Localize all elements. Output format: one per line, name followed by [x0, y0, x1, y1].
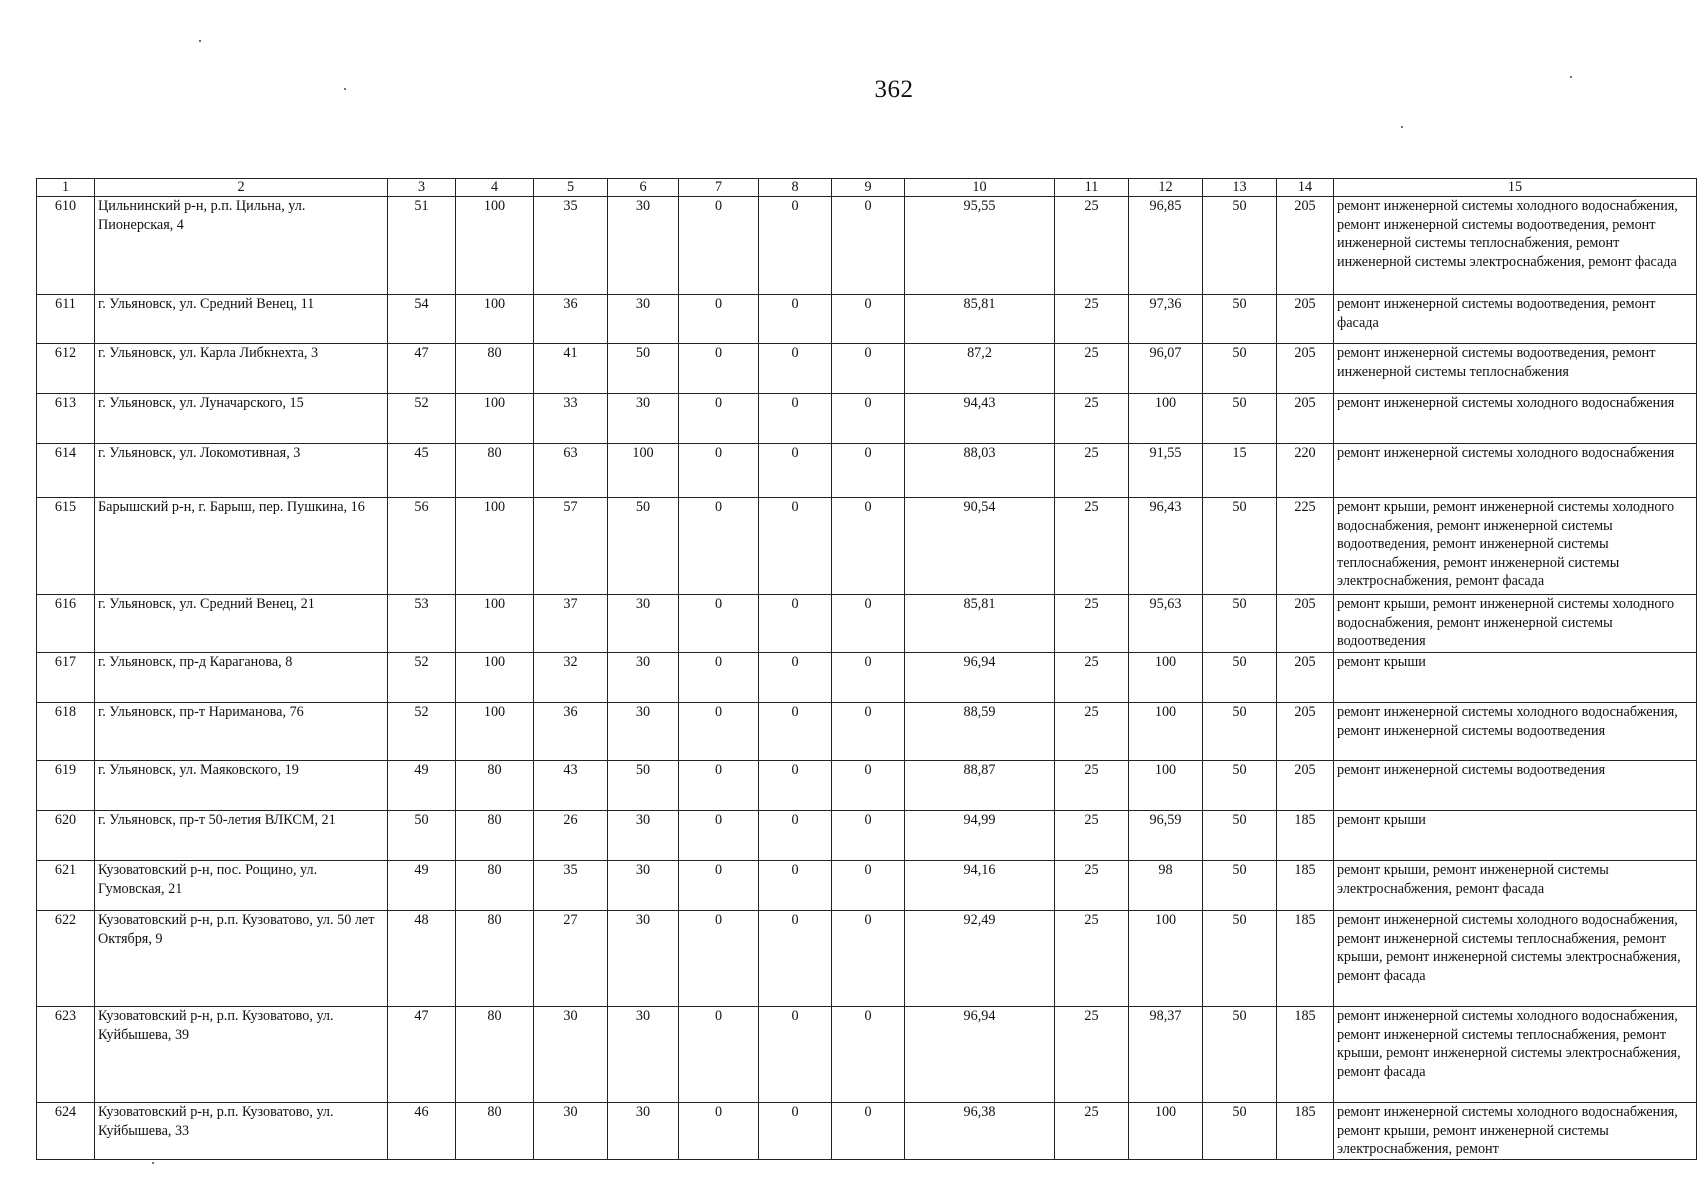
value-cell: 0	[759, 498, 832, 595]
column-header: 15	[1334, 179, 1697, 197]
value-cell: 0	[759, 197, 832, 295]
value-cell: 25	[1055, 911, 1129, 1007]
row-number-cell: 612	[37, 344, 95, 394]
table-row	[37, 498, 1697, 595]
row-number-cell: 616	[37, 595, 95, 653]
value-cell: 90,54	[905, 498, 1055, 595]
value-cell: 30	[608, 1103, 679, 1160]
value-cell: 25	[1055, 761, 1129, 811]
value-cell: 0	[679, 911, 759, 1007]
value-cell: 56	[388, 498, 456, 595]
table-row	[37, 703, 1697, 761]
value-cell: 0	[832, 811, 905, 861]
scan-speck	[344, 88, 346, 90]
value-cell: 52	[388, 394, 456, 444]
value-cell: 100	[1129, 1103, 1203, 1160]
column-header: 5	[534, 179, 608, 197]
value-cell: 0	[759, 861, 832, 911]
table-row	[37, 344, 1697, 394]
works-description-cell: ремонт инженерной системы водоотведения, ремонт инженерной системы теплоснабжения	[1334, 344, 1697, 394]
column-header: 9	[832, 179, 905, 197]
column-header: 8	[759, 179, 832, 197]
value-cell: 100	[1129, 911, 1203, 1007]
value-cell: 100	[1129, 394, 1203, 444]
value-cell: 100	[456, 595, 534, 653]
table-row	[37, 595, 1697, 653]
row-number-cell: 624	[37, 1103, 95, 1160]
value-cell: 88,87	[905, 761, 1055, 811]
value-cell: 185	[1277, 1103, 1334, 1160]
row-number-cell: 615	[37, 498, 95, 595]
value-cell: 25	[1055, 1103, 1129, 1160]
value-cell: 50	[1203, 861, 1277, 911]
value-cell: 25	[1055, 595, 1129, 653]
value-cell: 50	[608, 498, 679, 595]
value-cell: 88,59	[905, 703, 1055, 761]
value-cell: 35	[534, 197, 608, 295]
value-cell: 0	[832, 1103, 905, 1160]
scan-speck	[1570, 76, 1572, 78]
value-cell: 50	[1203, 703, 1277, 761]
value-cell: 205	[1277, 394, 1334, 444]
value-cell: 0	[679, 1007, 759, 1103]
row-number-cell: 611	[37, 295, 95, 344]
address-cell: г. Ульяновск, пр-д Караганова, 8	[95, 653, 388, 703]
value-cell: 25	[1055, 703, 1129, 761]
table-row	[37, 295, 1697, 344]
value-cell: 205	[1277, 344, 1334, 394]
value-cell: 94,43	[905, 394, 1055, 444]
value-cell: 30	[608, 197, 679, 295]
value-cell: 57	[534, 498, 608, 595]
value-cell: 100	[456, 653, 534, 703]
value-cell: 33	[534, 394, 608, 444]
works-description-cell: ремонт инженерной системы холодного водоснабжения, ремонт инженерной системы водоотведения, ремонт инженерной системы теплоснабжения, ремонт инженерной системы электроснабжения, ремонт фасада	[1334, 197, 1697, 295]
row-number-cell: 610	[37, 197, 95, 295]
value-cell: 185	[1277, 911, 1334, 1007]
value-cell: 32	[534, 653, 608, 703]
works-description-cell: ремонт крыши, ремонт инженерной системы электроснабжения, ремонт фасада	[1334, 861, 1697, 911]
works-description-cell: ремонт инженерной системы холодного водоснабжения	[1334, 444, 1697, 498]
value-cell: 0	[832, 911, 905, 1007]
value-cell: 0	[679, 197, 759, 295]
column-header: 14	[1277, 179, 1334, 197]
value-cell: 15	[1203, 444, 1277, 498]
column-header: 10	[905, 179, 1055, 197]
value-cell: 0	[759, 1103, 832, 1160]
value-cell: 0	[832, 498, 905, 595]
value-cell: 100	[456, 498, 534, 595]
value-cell: 0	[832, 703, 905, 761]
address-cell: Цильнинский р-н, р.п. Цильна, ул. Пионерская, 4	[95, 197, 388, 295]
value-cell: 50	[1203, 295, 1277, 344]
address-cell: г. Ульяновск, ул. Локомотивная, 3	[95, 444, 388, 498]
value-cell: 30	[608, 811, 679, 861]
row-number-cell: 618	[37, 703, 95, 761]
value-cell: 36	[534, 295, 608, 344]
value-cell: 185	[1277, 811, 1334, 861]
value-cell: 0	[679, 1103, 759, 1160]
works-description-cell: ремонт инженерной системы холодного водоснабжения	[1334, 394, 1697, 444]
row-number-cell: 621	[37, 861, 95, 911]
column-header-row	[37, 179, 1697, 197]
table-row	[37, 1007, 1697, 1103]
works-description-cell: ремонт инженерной системы водоотведения, ремонт фасада	[1334, 295, 1697, 344]
value-cell: 53	[388, 595, 456, 653]
value-cell: 0	[679, 498, 759, 595]
value-cell: 25	[1055, 444, 1129, 498]
value-cell: 92,49	[905, 911, 1055, 1007]
value-cell: 96,85	[1129, 197, 1203, 295]
works-description-cell: ремонт инженерной системы холодного водоснабжения, ремонт инженерной системы теплоснабжения, ремонт крыши, ремонт инженерной системы электроснабжения, ремонт фасада	[1334, 1007, 1697, 1103]
value-cell: 0	[679, 595, 759, 653]
value-cell: 80	[456, 444, 534, 498]
value-cell: 0	[759, 344, 832, 394]
value-cell: 30	[608, 295, 679, 344]
value-cell: 94,99	[905, 811, 1055, 861]
value-cell: 50	[608, 344, 679, 394]
value-cell: 50	[1203, 498, 1277, 595]
row-number-cell: 622	[37, 911, 95, 1007]
address-cell: г. Ульяновск, ул. Карла Либкнехта, 3	[95, 344, 388, 394]
value-cell: 98,37	[1129, 1007, 1203, 1103]
works-description-cell: ремонт крыши, ремонт инженерной системы холодного водоснабжения, ремонт инженерной системы водоотведения, ремонт инженерной системы теплоснабжения, ремонт инженерной системы электроснабжения, ремонт фасада	[1334, 498, 1697, 595]
value-cell: 95,55	[905, 197, 1055, 295]
value-cell: 205	[1277, 197, 1334, 295]
value-cell: 41	[534, 344, 608, 394]
value-cell: 96,07	[1129, 344, 1203, 394]
value-cell: 49	[388, 861, 456, 911]
value-cell: 0	[679, 344, 759, 394]
value-cell: 30	[608, 911, 679, 1007]
value-cell: 30	[608, 1007, 679, 1103]
value-cell: 205	[1277, 703, 1334, 761]
value-cell: 96,43	[1129, 498, 1203, 595]
value-cell: 48	[388, 911, 456, 1007]
value-cell: 47	[388, 1007, 456, 1103]
value-cell: 63	[534, 444, 608, 498]
value-cell: 100	[608, 444, 679, 498]
value-cell: 80	[456, 911, 534, 1007]
value-cell: 85,81	[905, 595, 1055, 653]
value-cell: 52	[388, 653, 456, 703]
value-cell: 0	[759, 911, 832, 1007]
address-cell: г. Ульяновск, пр-т Нариманова, 76	[95, 703, 388, 761]
row-number-cell: 620	[37, 811, 95, 861]
value-cell: 225	[1277, 498, 1334, 595]
value-cell: 0	[679, 444, 759, 498]
value-cell: 50	[1203, 197, 1277, 295]
value-cell: 30	[534, 1007, 608, 1103]
value-cell: 30	[534, 1103, 608, 1160]
value-cell: 0	[759, 703, 832, 761]
value-cell: 0	[832, 295, 905, 344]
value-cell: 50	[608, 761, 679, 811]
column-header: 11	[1055, 179, 1129, 197]
value-cell: 85,81	[905, 295, 1055, 344]
row-number-cell: 619	[37, 761, 95, 811]
value-cell: 25	[1055, 498, 1129, 595]
address-cell: г. Ульяновск, ул. Средний Венец, 21	[95, 595, 388, 653]
value-cell: 50	[1203, 911, 1277, 1007]
value-cell: 100	[1129, 761, 1203, 811]
value-cell: 45	[388, 444, 456, 498]
value-cell: 50	[1203, 595, 1277, 653]
value-cell: 54	[388, 295, 456, 344]
value-cell: 50	[1203, 344, 1277, 394]
value-cell: 50	[1203, 761, 1277, 811]
table-row	[37, 653, 1697, 703]
address-cell: Кузоватовский р-н, р.п. Кузоватово, ул. 50 лет Октября, 9	[95, 911, 388, 1007]
works-description-cell: ремонт инженерной системы холодного водоснабжения, ремонт инженерной системы теплоснабжения, ремонт крыши, ремонт инженерной системы электроснабжения, ремонт фасада	[1334, 911, 1697, 1007]
value-cell: 25	[1055, 1007, 1129, 1103]
registry-table	[36, 178, 1697, 1160]
value-cell: 27	[534, 911, 608, 1007]
value-cell: 185	[1277, 1007, 1334, 1103]
value-cell: 96,38	[905, 1103, 1055, 1160]
row-number-cell: 623	[37, 1007, 95, 1103]
address-cell: Барышский р-н, г. Барыш, пер. Пушкина, 16	[95, 498, 388, 595]
value-cell: 80	[456, 1007, 534, 1103]
value-cell: 25	[1055, 197, 1129, 295]
value-cell: 30	[608, 653, 679, 703]
address-cell: Кузоватовский р-н, р.п. Кузоватово, ул. Куйбышева, 39	[95, 1007, 388, 1103]
scan-speck	[1401, 126, 1403, 128]
value-cell: 100	[456, 295, 534, 344]
value-cell: 205	[1277, 653, 1334, 703]
value-cell: 30	[608, 595, 679, 653]
value-cell: 0	[759, 761, 832, 811]
works-description-cell: ремонт крыши	[1334, 653, 1697, 703]
value-cell: 26	[534, 811, 608, 861]
address-cell: г. Ульяновск, ул. Средний Венец, 11	[95, 295, 388, 344]
works-description-cell: ремонт крыши, ремонт инженерной системы холодного водоснабжения, ремонт инженерной системы водоотведения	[1334, 595, 1697, 653]
value-cell: 25	[1055, 394, 1129, 444]
value-cell: 51	[388, 197, 456, 295]
value-cell: 80	[456, 811, 534, 861]
value-cell: 30	[608, 861, 679, 911]
value-cell: 0	[832, 394, 905, 444]
value-cell: 0	[832, 444, 905, 498]
value-cell: 94,16	[905, 861, 1055, 911]
row-number-cell: 617	[37, 653, 95, 703]
value-cell: 25	[1055, 344, 1129, 394]
column-header: 7	[679, 179, 759, 197]
column-header: 13	[1203, 179, 1277, 197]
value-cell: 50	[388, 811, 456, 861]
value-cell: 80	[456, 861, 534, 911]
value-cell: 50	[1203, 1007, 1277, 1103]
value-cell: 185	[1277, 861, 1334, 911]
value-cell: 0	[679, 295, 759, 344]
value-cell: 0	[679, 703, 759, 761]
value-cell: 0	[679, 861, 759, 911]
value-cell: 96,94	[905, 653, 1055, 703]
value-cell: 0	[759, 595, 832, 653]
works-description-cell: ремонт инженерной системы холодного водоснабжения, ремонт инженерной системы водоотведения	[1334, 703, 1697, 761]
address-cell: г. Ульяновск, пр-т 50-летия ВЛКСМ, 21	[95, 811, 388, 861]
value-cell: 100	[456, 703, 534, 761]
works-description-cell: ремонт инженерной системы холодного водоснабжения, ремонт крыши, ремонт инженерной системы электроснабжения, ремонт	[1334, 1103, 1697, 1160]
value-cell: 100	[1129, 703, 1203, 761]
column-header: 1	[37, 179, 95, 197]
value-cell: 80	[456, 344, 534, 394]
table-row	[37, 444, 1697, 498]
value-cell: 220	[1277, 444, 1334, 498]
value-cell: 100	[456, 197, 534, 295]
table-body	[37, 197, 1697, 1160]
value-cell: 80	[456, 1103, 534, 1160]
value-cell: 87,2	[905, 344, 1055, 394]
table-row	[37, 911, 1697, 1007]
table-row	[37, 861, 1697, 911]
column-header: 4	[456, 179, 534, 197]
column-header: 6	[608, 179, 679, 197]
value-cell: 91,55	[1129, 444, 1203, 498]
value-cell: 97,36	[1129, 295, 1203, 344]
value-cell: 36	[534, 703, 608, 761]
value-cell: 25	[1055, 861, 1129, 911]
value-cell: 0	[759, 295, 832, 344]
value-cell: 205	[1277, 761, 1334, 811]
value-cell: 88,03	[905, 444, 1055, 498]
row-number-cell: 614	[37, 444, 95, 498]
value-cell: 47	[388, 344, 456, 394]
value-cell: 0	[832, 653, 905, 703]
address-cell: г. Ульяновск, ул. Маяковского, 19	[95, 761, 388, 811]
value-cell: 0	[759, 811, 832, 861]
address-cell: г. Ульяновск, ул. Луначарского, 15	[95, 394, 388, 444]
works-description-cell: ремонт инженерной системы водоотведения	[1334, 761, 1697, 811]
value-cell: 25	[1055, 653, 1129, 703]
value-cell: 100	[456, 394, 534, 444]
value-cell: 50	[1203, 653, 1277, 703]
value-cell: 95,63	[1129, 595, 1203, 653]
value-cell: 205	[1277, 595, 1334, 653]
value-cell: 50	[1203, 394, 1277, 444]
address-cell: Кузоватовский р-н, р.п. Кузоватово, ул. Куйбышева, 33	[95, 1103, 388, 1160]
table-row	[37, 761, 1697, 811]
column-header: 3	[388, 179, 456, 197]
value-cell: 0	[759, 444, 832, 498]
value-cell: 80	[456, 761, 534, 811]
value-cell: 0	[832, 595, 905, 653]
value-cell: 205	[1277, 295, 1334, 344]
value-cell: 0	[759, 1007, 832, 1103]
row-number-cell: 613	[37, 394, 95, 444]
column-header: 2	[95, 179, 388, 197]
table-row	[37, 811, 1697, 861]
value-cell: 0	[679, 653, 759, 703]
value-cell: 0	[759, 394, 832, 444]
value-cell: 37	[534, 595, 608, 653]
value-cell: 0	[832, 761, 905, 811]
value-cell: 0	[679, 811, 759, 861]
value-cell: 35	[534, 861, 608, 911]
value-cell: 46	[388, 1103, 456, 1160]
table-row	[37, 394, 1697, 444]
value-cell: 0	[679, 394, 759, 444]
table-row	[37, 197, 1697, 295]
value-cell: 43	[534, 761, 608, 811]
value-cell: 0	[832, 344, 905, 394]
value-cell: 0	[832, 861, 905, 911]
value-cell: 50	[1203, 811, 1277, 861]
value-cell: 0	[679, 761, 759, 811]
value-cell: 96,94	[905, 1007, 1055, 1103]
value-cell: 30	[608, 703, 679, 761]
value-cell: 49	[388, 761, 456, 811]
value-cell: 25	[1055, 811, 1129, 861]
value-cell: 100	[1129, 653, 1203, 703]
page-number: 362	[874, 76, 914, 103]
value-cell: 52	[388, 703, 456, 761]
value-cell: 30	[608, 394, 679, 444]
value-cell: 25	[1055, 295, 1129, 344]
value-cell: 0	[759, 653, 832, 703]
column-header: 12	[1129, 179, 1203, 197]
value-cell: 98	[1129, 861, 1203, 911]
address-cell: Кузоватовский р-н, пос. Рощино, ул. Гумовская, 21	[95, 861, 388, 911]
value-cell: 0	[832, 197, 905, 295]
value-cell: 50	[1203, 1103, 1277, 1160]
scan-speck	[152, 1162, 154, 1164]
works-description-cell: ремонт крыши	[1334, 811, 1697, 861]
value-cell: 96,59	[1129, 811, 1203, 861]
table-row	[37, 1103, 1697, 1160]
value-cell: 0	[832, 1007, 905, 1103]
scan-speck	[199, 40, 201, 42]
